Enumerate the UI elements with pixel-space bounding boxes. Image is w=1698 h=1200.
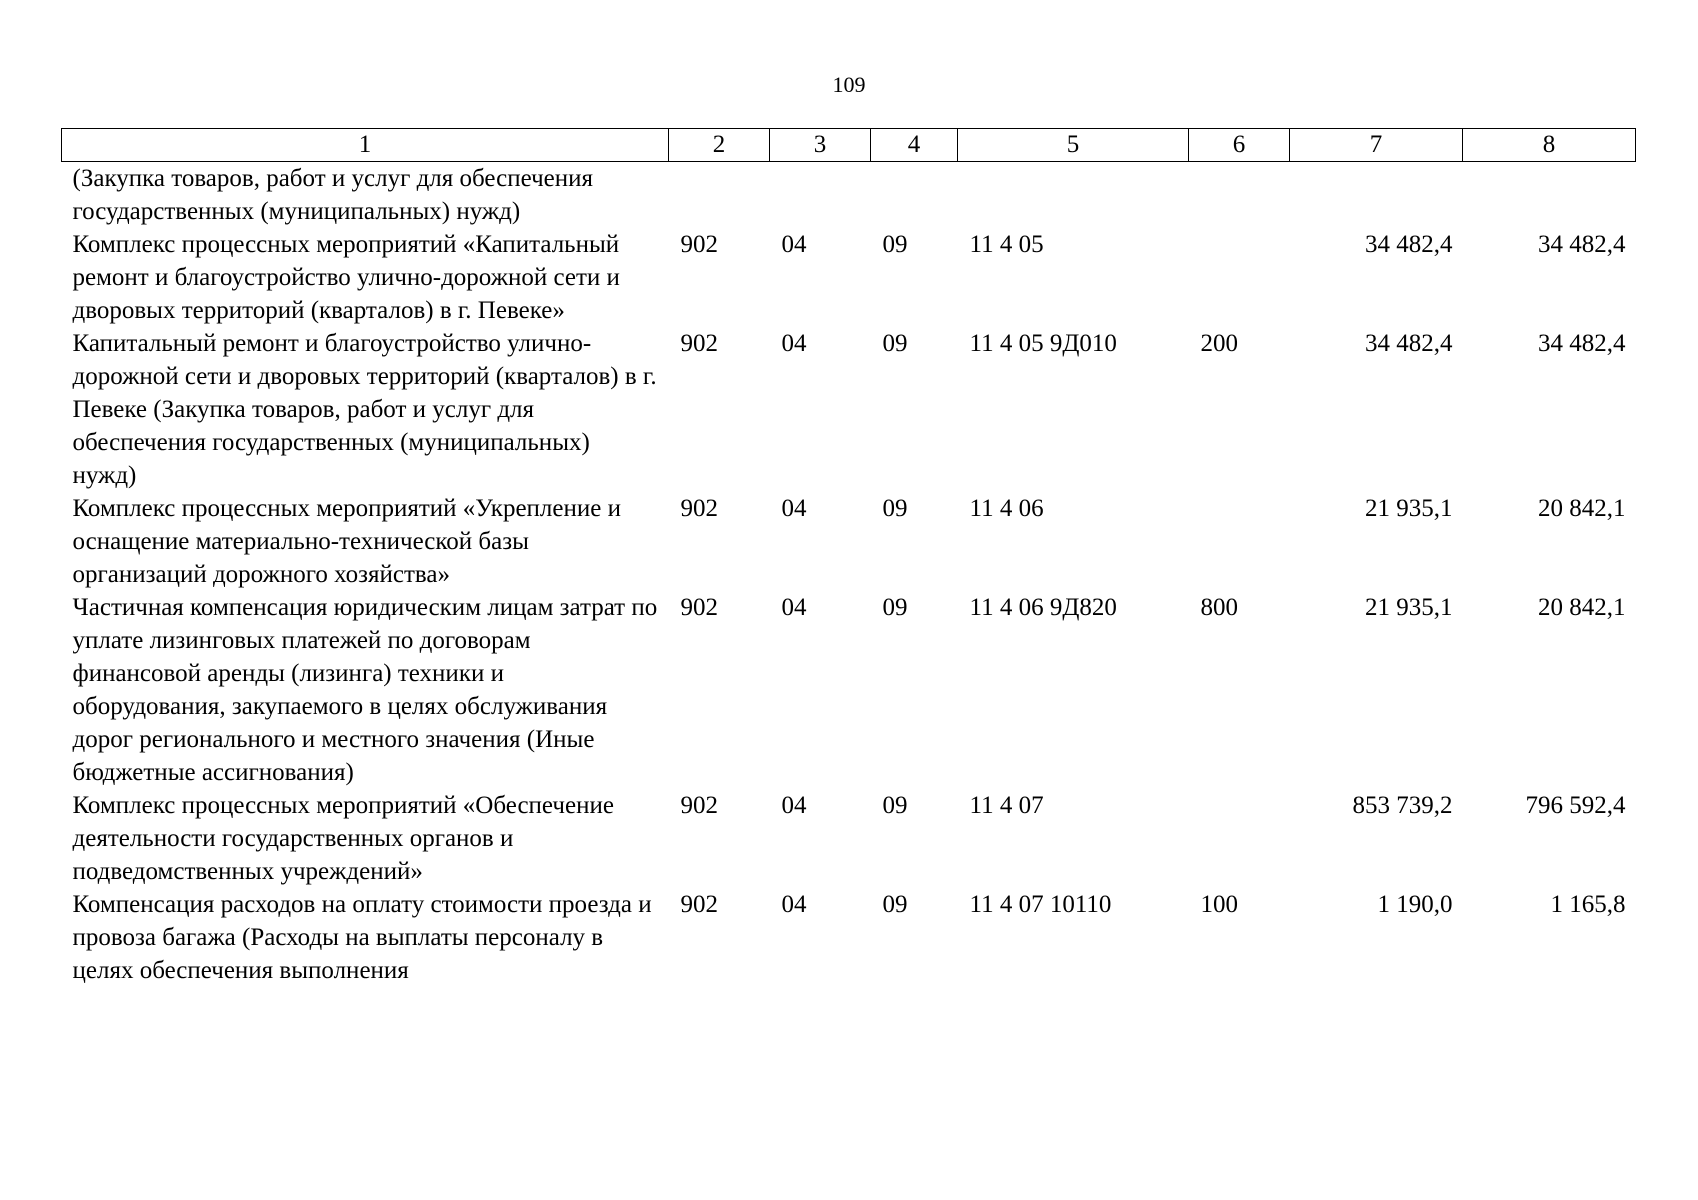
row-vr-cell: 200 xyxy=(1200,330,1238,357)
table-row xyxy=(62,327,1636,492)
row-vr-cell xyxy=(1189,789,1290,888)
row-sum1-cell: 34 482,4 xyxy=(1365,330,1453,357)
row-name-cell: Компенсация расходов на оплату стоимости проезда и провоза багажа (Расходы на выплаты персоналу в целях обеспечения выполнения xyxy=(72,891,652,984)
table-row xyxy=(62,591,1636,789)
row-ved-cell: 902 xyxy=(680,330,718,357)
row-csr-cell xyxy=(958,162,1189,229)
row-name-cell: Комплекс процессных мероприятий «Капитальный ремонт и благоустройство улично-дорожной сети и дворовых территорий (кварталов) в г. Певеке» xyxy=(72,231,620,324)
row-pr-cell: 09 xyxy=(882,891,908,918)
row-sum2-cell: 34 482,4 xyxy=(1538,330,1626,357)
row-csr-cell: 11 4 05 9Д010 xyxy=(969,330,1117,357)
row-ved-cell: 902 xyxy=(680,792,718,819)
row-sum2-cell: 796 592,4 xyxy=(1525,792,1626,819)
row-pr-cell xyxy=(871,162,958,229)
row-vr-cell xyxy=(1189,162,1290,229)
row-ved-cell: 902 xyxy=(680,594,718,621)
row-rz-cell: 04 xyxy=(781,495,807,522)
row-sum2-cell: 1 165,8 xyxy=(1550,891,1626,918)
row-name-cell: Частичная компенсация юридическим лицам затрат по уплате лизинговых платежей по договорам финансовой аренды (лизинга) техники и оборудования, закупаемого в целях обслуживания дорог регионального и местного значения (Иные бюджетные ассигнования) xyxy=(72,594,658,786)
row-sum2-cell: 20 842,1 xyxy=(1538,594,1626,621)
row-ved-cell: 902 xyxy=(680,231,718,258)
row-csr-cell: 11 4 06 9Д820 xyxy=(969,594,1117,621)
row-ved-cell xyxy=(669,162,770,229)
row-name-cell: Комплекс процессных мероприятий «Укрепление и оснащение материально-технической базы организаций дорожного хозяйства» xyxy=(72,495,621,588)
header-cell-col-1: 1 xyxy=(62,129,669,162)
header-row xyxy=(62,129,1636,162)
row-rz-cell: 04 xyxy=(781,891,807,918)
row-pr-cell: 09 xyxy=(882,231,908,258)
row-sum1-cell: 853 739,2 xyxy=(1352,792,1453,819)
row-pr-cell: 09 xyxy=(882,495,908,522)
row-csr-cell: 11 4 06 xyxy=(969,495,1044,522)
table-row xyxy=(62,789,1636,888)
table-header xyxy=(62,129,1636,162)
row-csr-cell: 11 4 07 xyxy=(969,792,1044,819)
row-name-cell: (Закупка товаров, работ и услуг для обеспечения государственных (муниципальных) нужд) xyxy=(72,165,593,225)
row-sum1-cell: 21 935,1 xyxy=(1365,495,1453,522)
table-row xyxy=(62,492,1636,591)
row-pr-cell: 09 xyxy=(882,330,908,357)
table-body xyxy=(62,162,1636,988)
row-vr-cell xyxy=(1189,228,1290,327)
row-rz-cell: 04 xyxy=(781,330,807,357)
row-name-cell: Комплекс процессных мероприятий «Обеспечение деятельности государственных органов и подведомственных учреждений» xyxy=(72,792,614,885)
header-cell-col-8: 8 xyxy=(1463,129,1636,162)
row-vr-cell: 800 xyxy=(1200,594,1238,621)
header-cell-col-3: 3 xyxy=(770,129,871,162)
row-vr-cell xyxy=(1189,492,1290,591)
row-rz-cell: 04 xyxy=(781,231,807,258)
header-cell-col-4: 4 xyxy=(871,129,958,162)
row-sum2-cell: 20 842,1 xyxy=(1538,495,1626,522)
row-sum2-cell: 34 482,4 xyxy=(1538,231,1626,258)
row-sum1-cell xyxy=(1290,162,1463,229)
row-sum1-cell: 1 190,0 xyxy=(1377,891,1453,918)
row-csr-cell: 11 4 07 10110 xyxy=(969,891,1112,918)
row-ved-cell: 902 xyxy=(680,495,718,522)
header-cell-col-2: 2 xyxy=(669,129,770,162)
row-vr-cell: 100 xyxy=(1200,891,1238,918)
row-ved-cell: 902 xyxy=(680,891,718,918)
row-csr-cell: 11 4 05 xyxy=(969,231,1044,258)
table-row xyxy=(62,228,1636,327)
row-name-cell: Капитальный ремонт и благоустройство улично-дорожной сети и дворовых территорий (кварталов) в г. Певеке (Закупка товаров, работ и услуг для обеспечения государственных (муниципальных) нужд) xyxy=(72,330,657,489)
header-cell-col-6: 6 xyxy=(1189,129,1290,162)
header-cell-col-5: 5 xyxy=(958,129,1189,162)
header-cell-col-7: 7 xyxy=(1290,129,1463,162)
row-rz-cell: 04 xyxy=(781,594,807,621)
table-row xyxy=(62,888,1636,987)
budget-table xyxy=(61,128,1636,987)
row-rz-cell xyxy=(770,162,871,229)
page-number: 109 xyxy=(832,72,866,97)
row-pr-cell: 09 xyxy=(882,594,908,621)
row-rz-cell: 04 xyxy=(781,792,807,819)
row-sum1-cell: 21 935,1 xyxy=(1365,594,1453,621)
table-row xyxy=(62,162,1636,229)
row-sum1-cell: 34 482,4 xyxy=(1365,231,1453,258)
row-pr-cell: 09 xyxy=(882,792,908,819)
row-sum2-cell xyxy=(1463,162,1636,229)
